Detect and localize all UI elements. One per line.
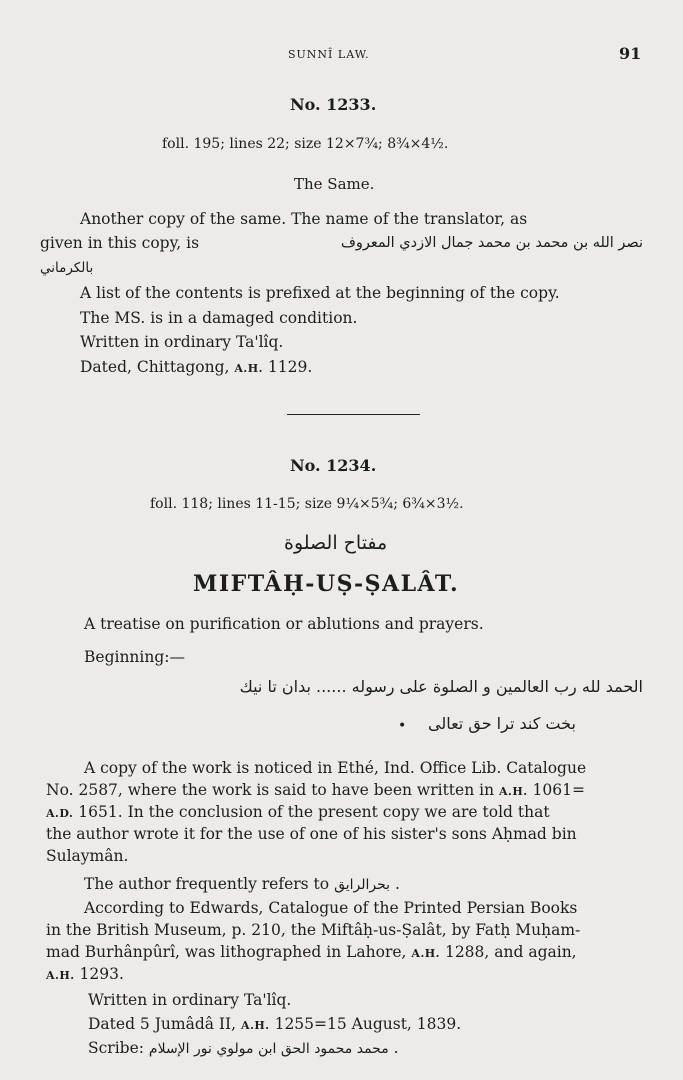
line-text: mad Burhânpûrî, was lithographed in Lahore,	[46, 943, 407, 961]
entry-number: No. 1234.	[290, 456, 377, 475]
paragraph-line: Written in ordinary Ta'lîq.	[88, 991, 292, 1009]
line-text: 1293.	[79, 965, 124, 983]
paragraph-line	[84, 872, 400, 897]
arabic-text: الحمد لله رب العالمين و الصلوة على رسوله ...... بدان تا نيك	[239, 677, 643, 696]
running-title: SUNNÎ LAW.	[288, 48, 370, 61]
arabic-text: بالكرماني	[40, 260, 94, 276]
paragraph-line: Another copy of the same. The name of the translator, as	[80, 210, 528, 228]
year-text: 1129.	[267, 358, 313, 376]
date-text: Dated 5 Jumâdâ II,	[88, 1015, 237, 1033]
work-title: MIFTÂḤ-UṢ-ṢALÂT.	[193, 571, 460, 597]
era-abbrev: A.H.	[241, 1019, 270, 1032]
bullet-dot: •	[398, 718, 407, 734]
line-text: 1288, and again,	[444, 943, 577, 961]
line-text: No. 2587, where the work is said to have been written in	[46, 781, 495, 799]
paragraph-line: A treatise on purification or ablutions and prayers.	[84, 615, 484, 633]
line-text: 1651. In the conclusion of the present copy we are told that	[78, 803, 550, 821]
paragraph-line: Written in ordinary Ta'lîq.	[80, 333, 284, 351]
arabic-text: نصر الله بن محمد بن محمد جمال الازدي المعروف	[340, 235, 643, 251]
era-abbrev: A.D.	[46, 807, 74, 820]
paragraph-line	[46, 940, 577, 966]
paragraph-line: The MS. is in a damaged condition.	[80, 309, 358, 327]
scribe-line	[88, 1036, 399, 1061]
beginning-label: Beginning:—	[84, 648, 185, 666]
physical-description: foll. 195; lines 22; size 12×7¾; 8¾×4½.	[162, 136, 449, 152]
section-divider	[287, 414, 420, 415]
paragraph-line: A copy of the work is noticed in Ethé, Ind. Office Lib. Catalogue	[84, 759, 587, 777]
paragraph-line: A list of the contents is prefixed at the beginning of the copy.	[80, 284, 560, 302]
date-line	[88, 1012, 461, 1038]
era-abbrev: A.H.	[411, 947, 441, 960]
paragraph-line: the author wrote it for the use of one of his sister's sons Aḥmad bin	[46, 825, 577, 843]
scribe-label: Scribe:	[88, 1039, 144, 1057]
page-number: 91	[619, 44, 642, 63]
era-abbrev: A.H.	[46, 969, 75, 982]
arabic-text: محمد محمود الحق ابن مولوي نور الإسلام	[148, 1041, 389, 1057]
paragraph-line: given in this copy, is	[40, 234, 200, 252]
paragraph-line: in the British Museum, p. 210, the Miftâḥ-us-Ṣalât, by Fatḥ Muḥam-	[46, 921, 581, 939]
arabic-title: مفتاح الصلوة	[284, 532, 388, 554]
date-line	[80, 355, 312, 381]
line-text: 1061=	[532, 781, 585, 799]
period: .	[395, 875, 400, 893]
physical-description: foll. 118; lines 11-15; size 9¼×5¾; 6¾×3½.	[150, 496, 464, 512]
paragraph-line	[46, 962, 124, 988]
arabic-text: بحرالرايق	[334, 877, 391, 893]
line-text: The author frequently refers to	[84, 875, 330, 893]
entry-number: No. 1233.	[290, 95, 377, 114]
period: .	[393, 1039, 399, 1057]
paragraph-line: According to Edwards, Catalogue of the Printed Persian Books	[84, 899, 578, 917]
era-abbrev: A.H.	[234, 362, 263, 375]
entry-title: The Same.	[294, 175, 375, 193]
date-text: Dated, Chittagong,	[80, 358, 230, 376]
date-text: 1255=15 August, 1839.	[274, 1015, 462, 1033]
era-abbrev: A.H.	[498, 785, 528, 798]
arabic-text: بخت كند ترا حق تعالى	[428, 714, 576, 733]
paragraph-line: Sulaymân.	[46, 847, 129, 865]
